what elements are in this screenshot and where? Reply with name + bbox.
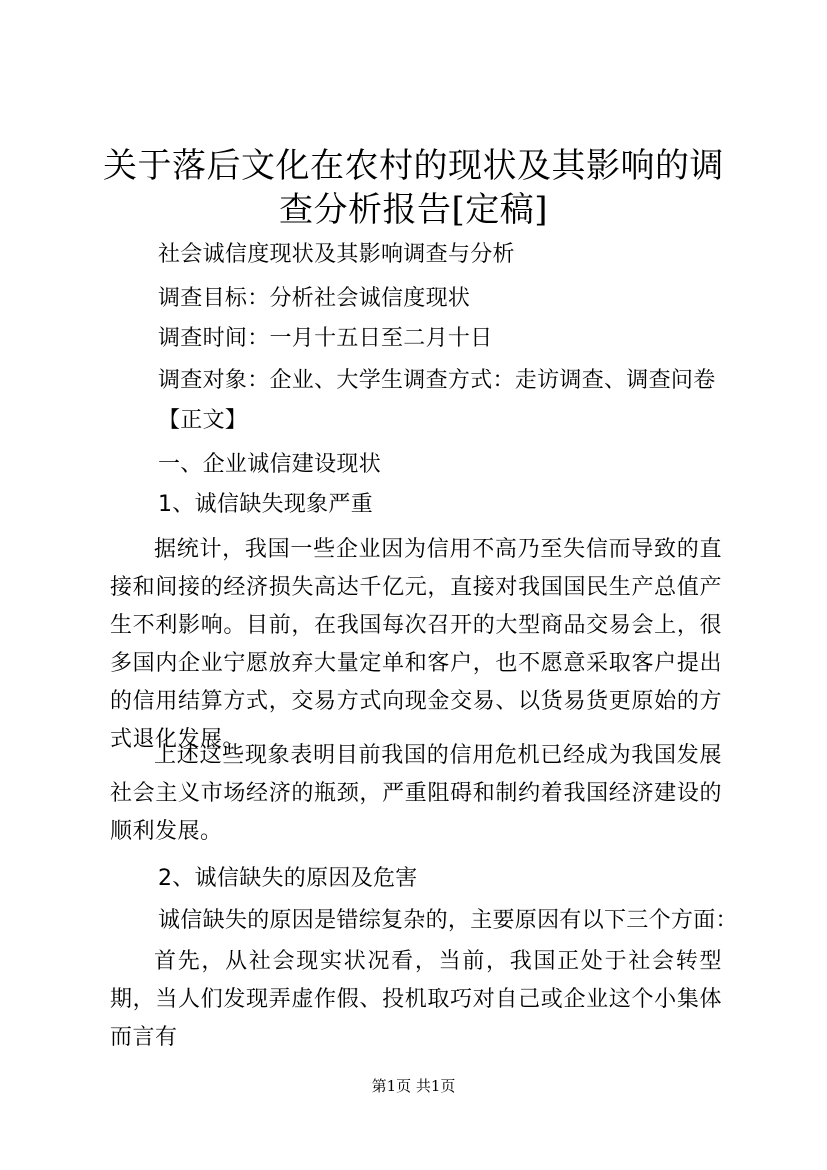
subsection-heading-1: 1、诚信缺失现象严重: [158, 492, 373, 517]
paragraph-2: 上述这些现象表明目前我国的信用危机已经成为我国发展社会主义市场经济的瓶颈，严重阻碍和制约着我国经济建设的顺利发展。: [110, 743, 722, 844]
survey-goal-line: 调查目标：分析社会诚信度现状: [158, 286, 471, 311]
paragraph-1: 据统计，我国一些企业因为信用不高乃至失信而导致的直接和间接的经济损失高达千亿元，直接对我国国民生产总值产生不利影响。目前，在我国每次召开的大型商品交易会上，很多国内企业宁愿放弃大量定单和客户，也不愿意采取客户提出的信用结算方式，交易方式向现金交易、以货易货更原始的方式退化发展。: [110, 537, 722, 752]
page-footer: 第1页 共1页: [371, 1077, 456, 1095]
section-heading-1: 一、企业诚信建设现状: [158, 452, 382, 477]
body-heading: 【正文】: [158, 408, 248, 433]
causes-intro-line: 诚信缺失的原因是错综复杂的，主要原因有以下三个方面：: [158, 908, 738, 933]
paragraph-3: 首先，从社会现实状况看，当前，我国正处于社会转型期，当人们发现弄虚作假、投机取巧对自己或企业这个小集体而言有: [110, 949, 722, 1050]
subsection-heading-2: 2、诚信缺失的原因及危害: [158, 866, 418, 891]
survey-object-line: 调查对象：企业、大学生调查方式：走访调查、调查问卷: [158, 368, 716, 393]
document-title: 关于落后文化在农村的现状及其影响的调查分析报告[定稿]: [103, 146, 724, 230]
survey-time-line: 调查时间：一月十五日至二月十日: [158, 326, 493, 351]
subtitle-line: 社会诚信度现状及其影响调查与分析: [158, 242, 515, 267]
